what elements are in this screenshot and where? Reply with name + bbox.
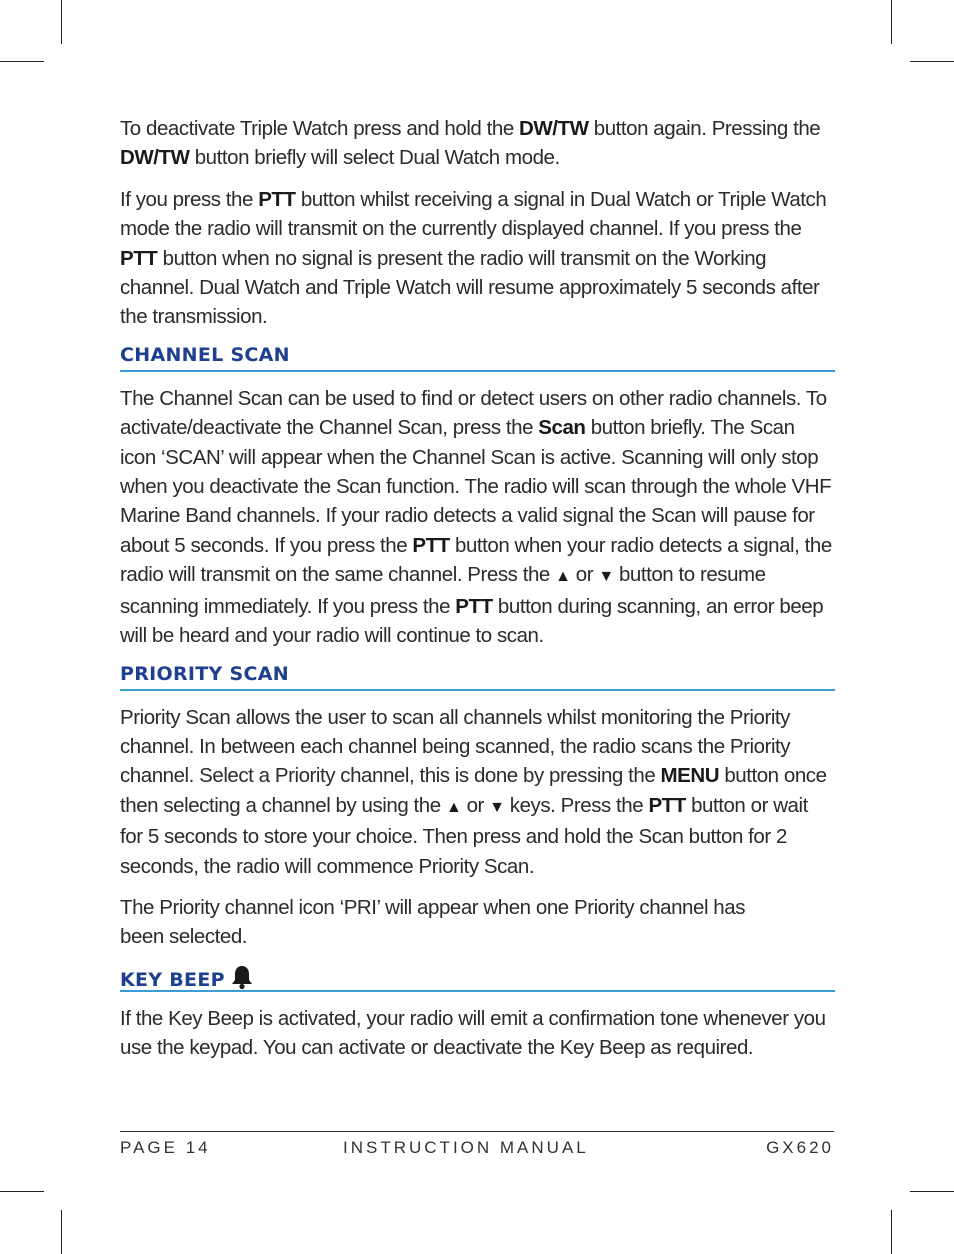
crop-mark xyxy=(0,61,44,62)
ptt-button-ref: PTT xyxy=(412,533,450,557)
text: button when your radio detects a signal, the radio will transmit on the same channel. Press the xyxy=(120,533,832,587)
manual-title: INSTRUCTION MANUAL xyxy=(343,1138,589,1157)
ptt-button-ref: PTT xyxy=(455,594,493,618)
scan-button-ref: Scan xyxy=(538,416,586,440)
crop-mark xyxy=(891,1210,892,1254)
crop-mark xyxy=(910,61,954,62)
text: button whilst receiving a signal in Dual Watch or Triple Watch mode the radio will transmit on the currently displayed channel. If you press the xyxy=(120,187,827,241)
ptt-button-ref: PTT xyxy=(120,246,158,270)
text: button during scanning, an error beep will be heard and your radio will continue to scan. xyxy=(120,594,824,648)
key-beep-title: KEY BEEP xyxy=(120,968,225,991)
text: button to resume scanning immediately. If you press the xyxy=(120,563,766,618)
section-title-channel-scan: CHANNEL SCAN xyxy=(120,344,835,372)
page-footer xyxy=(120,1131,834,1158)
text: or xyxy=(461,793,490,817)
menu-button-ref: MENU xyxy=(660,764,720,788)
crop-mark xyxy=(0,1191,44,1192)
text: button or wait for 5 seconds to store your choice. Then press and hold the Scan button for 2 seconds, the radio will commence Priority Scan. xyxy=(120,793,808,878)
text: button once then selecting a channel by using the xyxy=(120,764,827,817)
down-arrow-icon: ▼ xyxy=(598,568,614,586)
crop-mark xyxy=(61,1210,62,1254)
crop-mark xyxy=(61,0,62,44)
paragraph-priority-scan xyxy=(120,703,835,881)
section-title-priority-scan: PRIORITY SCAN xyxy=(120,663,835,691)
down-arrow-icon: ▼ xyxy=(489,798,505,816)
text: button again. Pressing the xyxy=(588,117,821,140)
text: If you press the xyxy=(120,187,259,211)
text: button briefly will select Dual Watch mode. xyxy=(189,146,560,170)
page-content xyxy=(120,114,835,1075)
crop-mark xyxy=(910,1191,954,1192)
text: or xyxy=(570,563,599,587)
text: To deactivate Triple Watch press and hold the xyxy=(120,117,520,140)
text: button when no signal is present the radio will transmit on the Working channel. Dual Watch and Triple Watch will resume approximately 5 seconds after the transmission. xyxy=(120,246,820,329)
paragraph-channel-scan xyxy=(120,384,835,651)
paragraph-ptt xyxy=(120,185,835,332)
paragraph-triple-watch xyxy=(120,114,835,173)
dw-tw-button-ref: DW/TW xyxy=(519,117,589,140)
section-title-key-beep xyxy=(120,964,835,992)
paragraph-key-beep: If the Key Beep is activated, your radio will emit a confirmation tone whenever you use the keypad. You can activate or deactivate the Key Beep as required. xyxy=(120,1006,826,1060)
ptt-button-ref: PTT xyxy=(258,187,296,211)
text: keys. Press the xyxy=(504,793,649,817)
up-arrow-icon: ▲ xyxy=(445,798,462,816)
text: The Channel Scan can be used to find or detect users on other radio channels. To activate/deactivate the Channel Scan, press the xyxy=(120,386,827,440)
crop-mark xyxy=(891,0,892,44)
ptt-button-ref: PTT xyxy=(648,793,686,817)
paragraph-priority-icon: The Priority channel icon ‘PRI’ will appear when one Priority channel has been selected. xyxy=(120,895,746,949)
model-number: GX620 xyxy=(766,1138,834,1157)
dw-tw-button-ref: DW/TW xyxy=(120,146,190,170)
text: button briefly. The Scan icon ‘SCAN’ will appear when the Channel Scan is active. Scanning will only stop when you deactivate the Scan function. The radio will scan through the whole VHF Marine Band channels. If your radio detects a valid signal the Scan will pause for about 5 seconds. If you press the xyxy=(120,416,832,557)
text: Priority Scan allows the user to scan all channels whilst monitoring the Priority channel. In between each channel being scanned, the radio scans the Priority channel. Select a Priority channel, this is done by pressing the xyxy=(120,705,791,788)
up-arrow-icon: ▲ xyxy=(555,568,571,586)
page-number: PAGE 14 xyxy=(120,1138,211,1157)
bell-icon xyxy=(231,964,253,995)
